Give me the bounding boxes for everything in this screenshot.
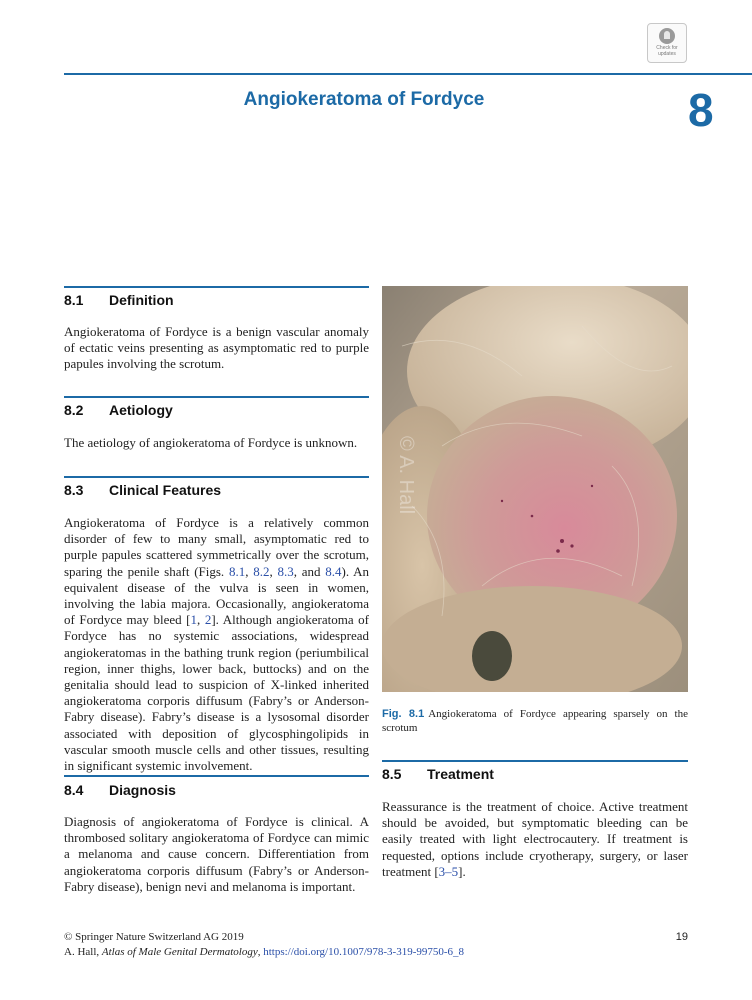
diagnosis-paragraph: Diagnosis of angiokeratoma of Fordyce is clinical. A thrombosed solitary angiokeratoma of Fordyce can mimic a melanoma and cause concern. Differentiation from angiokeratoma corporis diffusum (Fabry’s or Anderson-Fabry disease), benign nevi and melanoma is important. [64,814,369,894]
citation-2[interactable]: 2 [204,612,212,628]
figure-8-1-photo [382,286,688,692]
section-rule [64,476,369,478]
figure-caption: Fig. 8.1 Angiokeratoma of Fordyce appearing sparsely on the scrotum [382,708,688,734]
fig-ref-8-2[interactable]: 8.2 [253,563,270,579]
doi-link[interactable]: https://doi.org/10.1007/978-3-319-99750-6_8 [263,946,465,958]
chapter-title: Angiokeratoma of Fordyce [243,89,485,110]
treatment-paragraph: Reassurance is the treatment of choice. Active treatment should be avoided, but symptomatic bleeding can be easily treated with light electrocautery. If treatment is requested, options include cryotherapy, surgery, or laser treatment [3–5]. [382,799,688,879]
update-icon [659,28,675,44]
citation-1[interactable]: 1 [190,612,197,628]
fig-ref-8-4[interactable]: 8.4 [325,563,342,579]
header-rule [64,73,752,75]
badge-text: Check for updates [656,45,678,57]
clinical-features-paragraph: Angiokeratoma of Fordyce is a relatively common disorder of few to many small, asymptomatic red to purple papules scattered symmetrically over the scrotum, sparing the penile shaft (Figs. 8.1, 8.2, 8.3, and 8.4). An equivalent disease of the vulva is seen in women, involving the labia majora. Occasionally, angiokeratoma of Fordyce may bleed [1, 2]. Although angiokeratoma of Fordyce has no systemic associations, widespread angiokeratomas in the bathing trunk region (periumbilical region, inner thighs, lower back, buttocks) and on the genitalia should lead to suspicion of X-linked inherited angiokeratoma corporis diffusum (Fabry’s or Anderson-Fabry disease). Fabry’s disease is a lysosomal disorder associated with deposition of glycosphingolipids in vascular smooth muscle cells and other tissues, resulting in significant systemic involvement. [64,515,370,774]
chapter-number: 8 [688,84,714,136]
section-heading-clinical-features: 8.3 Clinical Features [64,482,222,498]
citation-line: A. Hall, Atlas of Male Genital Dermatology, https://doi.org/10.1007/978-3-319-99750-6_8 [64,946,465,958]
photo-watermark: © A. Hall [395,436,417,515]
definition-paragraph: Angiokeratoma of Fordyce is a benign vascular anomaly of ectatic veins presenting as asymptomatic red to purple papules involving the scrotum. [64,324,369,372]
section-heading-aetiology: 8.2 Aetiology [64,402,173,418]
section-rule [64,775,369,777]
section-rule [382,760,688,762]
fig-ref-8-1[interactable]: 8.1 [228,563,246,579]
section-heading-definition: 8.1 Definition [64,292,174,308]
book-title: Atlas of Male Genital Dermatology [101,946,258,958]
section-heading-treatment: 8.5 Treatment [382,766,494,782]
section-rule [64,396,369,398]
fig-ref-8-3[interactable]: 8.3 [277,563,294,579]
section-heading-diagnosis: 8.4 Diagnosis [64,782,176,798]
section-rule [64,286,369,288]
figure-label: Fig. 8.1 [382,708,425,720]
aetiology-paragraph: The aetiology of angiokeratoma of Fordyce is unknown. [64,435,358,450]
page-number: 19 [675,931,688,943]
copyright-line: © Springer Nature Switzerland AG 2019 [64,931,244,943]
check-for-updates-badge[interactable] [647,23,687,63]
citation-3-5[interactable]: 3–5 [438,863,459,879]
